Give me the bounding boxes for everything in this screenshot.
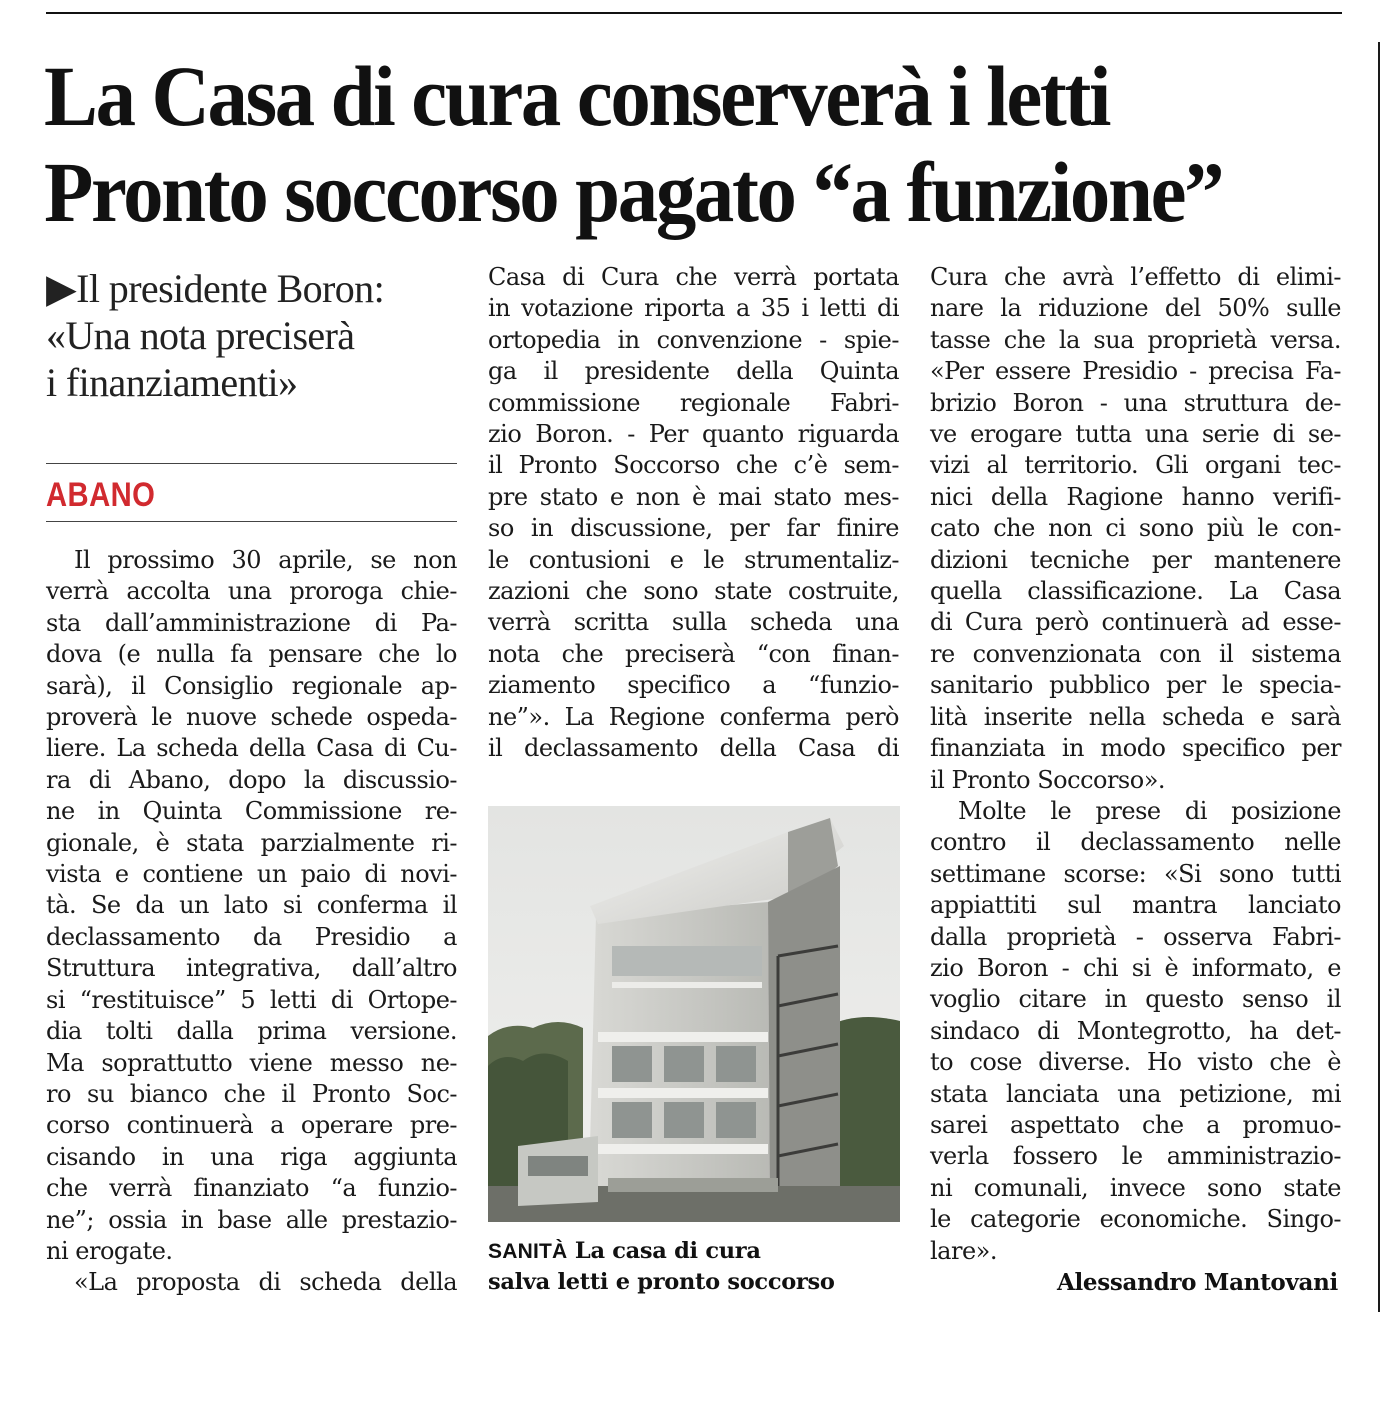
paragraph [46, 545, 457, 1267]
text-line: dizioni tecniche per mantenere [930, 545, 1341, 574]
caption-text-2: salva letti e pronto soccorso [488, 1269, 835, 1295]
text-line: ga il presidente della Quinta [488, 357, 899, 386]
text-line: re convenzionata con il sistema [930, 639, 1341, 668]
building-photo-icon [488, 806, 900, 1222]
text-line: ziamento specifico a “funzio- [488, 671, 899, 700]
text-line: to cose diverse. Ho visto che è [930, 1048, 1341, 1077]
text-line: Cura che avrà l’effetto di elimi- [930, 263, 1341, 291]
text-line: Molte le prese di posizione [958, 796, 1341, 825]
section-rule-bottom [46, 521, 457, 522]
text-line: Casa di Cura che verrà portata [488, 263, 899, 291]
text-line: quella classificazione. La Casa [930, 577, 1341, 606]
text-line: contro il declassamento nelle [930, 828, 1341, 857]
text-line: il Pronto Soccorso». [930, 765, 1166, 794]
paragraph [488, 262, 899, 765]
text-line: liere. La scheda della Casa di Cu- [46, 734, 457, 763]
section-label: ABANO [46, 476, 156, 514]
deck-line-1: ▶Il presidente Boron: [46, 266, 385, 311]
text-line: stata lanciata una petizione, mi [930, 1079, 1341, 1108]
text-line: sarei aspettato che a promuo- [930, 1110, 1341, 1139]
text-line: commissione regionale Fabri- [488, 388, 899, 417]
text-line: settimane scorse: «Si sono tutti [930, 859, 1341, 888]
text-line: le contusioni e le strumentaliz- [488, 545, 899, 574]
text-line: nici della Ragione hanno verifi- [930, 482, 1341, 511]
deck-line-2: «Una nota preciserà [46, 313, 355, 358]
text-line: ni erogate. [46, 1236, 173, 1265]
article-column-1 [46, 545, 457, 1299]
text-line: pre stato e non è mai stato mes- [488, 482, 899, 511]
photo-caption [488, 1236, 908, 1298]
text-line: so in discussione, per far finire [488, 514, 899, 543]
text-line: ro su bianco che il Pronto Soc- [46, 1079, 457, 1108]
building-photo [488, 806, 900, 1222]
headline-line-1: La Casa di cura conserverà i letti [44, 48, 1110, 144]
text-line: zio Boron. - Per quanto riguarda [488, 420, 899, 449]
text-line: lità inserite nella scheda e sarà [930, 702, 1341, 731]
article-column-2 [488, 262, 899, 765]
text-line: verla fossero le amministrazio- [930, 1142, 1341, 1171]
text-line: vizi al territorio. Gli organi tec- [930, 451, 1341, 480]
paragraph [930, 796, 1341, 1267]
text-line: Ma soprattutto viene messo ne- [46, 1048, 457, 1077]
text-line: in votazione riporta a 35 i letti di [488, 294, 899, 323]
text-line: cisando in una riga aggiunta [46, 1142, 457, 1171]
text-line: sarà), il Consiglio regionale ap- [46, 671, 457, 700]
text-line: «La proposta di scheda della [74, 1268, 457, 1297]
top-rule [46, 12, 1342, 14]
article-column-3 [930, 262, 1341, 1267]
text-line: vista e contiene un paio di novi- [46, 860, 457, 889]
text-line: declassamento da Presidio a [46, 922, 457, 951]
text-line: sindaco di Montegrotto, ha det- [930, 1016, 1341, 1045]
caption-text-1: La casa di cura [574, 1238, 761, 1264]
text-line: voglio citare in questo senso il [930, 985, 1341, 1014]
text-line: Struttura integrativa, dall’altro [46, 954, 457, 983]
text-line: cato che non ci sono più le con- [930, 514, 1341, 543]
headline [44, 48, 1285, 240]
text-line: dova (e nulla fa pensare che lo [46, 640, 457, 669]
text-line: Il prossimo 30 aprile, se non [74, 546, 457, 574]
text-line: ni comunali, invece sono state [930, 1173, 1341, 1202]
text-line: ve erogare tutta una serie di se- [930, 420, 1341, 449]
text-line: sanitario pubblico per le specia- [930, 671, 1341, 700]
text-line: ortopedia in convenzione - spie- [488, 325, 899, 354]
text-line: ne”; ossia in base alle prestazio- [46, 1205, 457, 1234]
text-line: dia tolti dalla prima versione. [46, 1017, 457, 1046]
caption-line-1 [488, 1236, 908, 1267]
caption-tag: SANITÀ [488, 1240, 568, 1263]
text-line: «Per essere Presidio - precisa Fa- [930, 357, 1341, 386]
text-line: tasse che la sua proprietà versa. [930, 325, 1341, 354]
text-line: verrà scritta sulla scheda una [488, 608, 899, 637]
text-line: nare la riduzione del 50% sulle [930, 294, 1341, 323]
text-line: le categorie economiche. Singo- [930, 1205, 1341, 1234]
text-line: verrà accolta una proroga chie- [46, 577, 457, 606]
text-line: lare». [930, 1236, 997, 1265]
text-line: ne in Quinta Commissione re- [46, 797, 457, 826]
text-line: zazioni che sono state costruite, [488, 577, 899, 606]
deck-line-3: i finanziamenti» [46, 360, 298, 405]
author-byline: Alessandro Mantovani [1056, 1269, 1338, 1296]
text-line: brizio Boron - una struttura de- [930, 388, 1341, 417]
text-line: sta dall’amministrazione di Pa- [46, 608, 457, 637]
text-line: ne”». La Regione conferma però [488, 702, 899, 731]
headline-line-2: Pronto soccorso pagato “a funzione” [44, 144, 1223, 240]
text-line: che verrà finanziato “a funzio- [46, 1174, 457, 1203]
text-line: tà. Se da un lato si conferma il [46, 891, 457, 920]
text-line: zio Boron - chi si è informato, e [930, 953, 1341, 982]
text-line: corso continuerà a operare pre- [46, 1111, 457, 1140]
right-edge-rule [1378, 42, 1380, 1312]
deck-subheadline [46, 265, 476, 406]
text-line: appiattiti sul mantra lanciato [930, 891, 1341, 920]
text-line: dalla proprietà - osserva Fabri- [930, 922, 1341, 951]
paragraph [46, 1267, 457, 1298]
text-line: nota che preciserà “con finan- [488, 639, 899, 668]
text-line: di Cura però continuerà ad esse- [930, 608, 1341, 637]
text-line: finanziata in modo specifico per [930, 734, 1341, 763]
paragraph [930, 262, 1341, 796]
text-line: si “restituisce” 5 letti di Ortope- [46, 985, 457, 1014]
text-line: gionale, è stata parzialmente ri- [46, 828, 457, 857]
text-line: ra di Abano, dopo la discussio- [46, 765, 457, 794]
section-rule-top [46, 463, 457, 464]
text-line: il declassamento della Casa di [488, 734, 899, 763]
text-line: il Pronto Soccorso che c’è sem- [488, 451, 899, 480]
text-line: proverà le nuove schede ospeda- [46, 703, 457, 732]
